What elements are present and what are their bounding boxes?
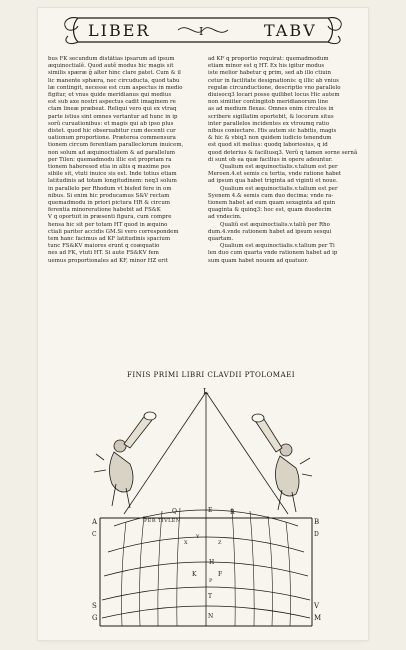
text-line: uationum proportione. Præterea commensura [48, 135, 176, 142]
text-line: est quod sit melius: quodq laboriosius, q id [208, 142, 328, 149]
text-line: sum quam habet nouem ad quatuor. [208, 257, 309, 264]
text-line: lic manente sphæra, nec circuducta, quod tabu [48, 77, 180, 84]
projection-diagram [86, 386, 326, 634]
label-Y: Y [196, 534, 200, 540]
page-leaf [38, 8, 368, 640]
text-line: tem hanc facimus ad KF latitudinis spacium [48, 236, 171, 243]
label-D: D [314, 531, 319, 538]
text-line: ad ipsum qua habet triginta ad viginti et noue. [208, 178, 338, 185]
label-A: A [92, 518, 98, 526]
arc-label: PER TIVLEN [144, 518, 181, 524]
text-line: scribere sigillatim oportebit, & locorum situs [208, 113, 334, 120]
banner-scroll [38, 8, 368, 52]
text-line: similis spæræ ĝ alter hinc clare patet. Cum & il [48, 70, 181, 77]
label-P: P [209, 578, 213, 584]
text-line: distet. quod hic obseruabitur cum decenti cur [48, 128, 176, 135]
text-line: Qualiũ est æquinoctialis.v.taliũ per Rho [220, 221, 330, 228]
text-line: tunc FS&KV maiores erunt q coæquatio [48, 243, 160, 250]
text-line: tionem haberesed etia in aliis q maxime pos [48, 164, 171, 171]
label-H: H [209, 559, 215, 566]
text-line: len duo cum quarta vnde rationem habet ad ip [208, 250, 338, 257]
text-line: ferentia minoreratione habebit ad FS&K [48, 207, 161, 214]
text-line: Meroen.4.et semis cu tertia, vnde ratione habet [208, 171, 342, 178]
text-line: cetur in facilitate designationis: q illic ab vnius [208, 77, 339, 84]
label-G: G [92, 614, 98, 622]
text-line: quartam. [208, 236, 234, 243]
text-line: as ad medium flexas. Omnes enim circulos in [208, 106, 334, 113]
text-columns [48, 56, 360, 402]
text-line: diuisocq3 locari posse quilibet locus Hic autem [208, 92, 340, 99]
text-line: ad vndecim. [208, 214, 242, 221]
text-line: sibile sit, vtuti inuice sis est. Inde totius etiam [48, 171, 177, 178]
text-line: di sunt ob ea quæ facilius in opere adeuntur. [208, 156, 333, 163]
left-column [48, 56, 200, 402]
label-Z: Z [218, 540, 222, 546]
label-V: V [314, 602, 320, 610]
text-line: Qualium est æquinoctialis.v.talium est per [220, 164, 338, 171]
text-line: ad KF q proportio requirat: quemadmodum [208, 56, 329, 62]
text-line: iste melior habetur q prim, sed ab illo ctiuin [208, 70, 332, 77]
header-banner [38, 8, 368, 52]
colophon: FINIS PRIMI LIBRI CLAVDII PTOLOMAEI [126, 370, 295, 379]
text-line: uemus proportionales ad KF, minor HZ erit [48, 257, 168, 264]
text-line: in parallelo per Rhodum vt bisfed fere in om [48, 185, 172, 192]
label-X: X [184, 540, 188, 546]
text-line: nibus coniectare. His autem sic habitis, magis [208, 128, 337, 135]
text-line: ctam lineæ præbeat. Reliqui vero qui ex vtraq [48, 106, 177, 113]
right-column [208, 56, 360, 402]
text-line: latitudinis ad totam longitudinem: neq3 solum [48, 178, 177, 185]
text-line: dum.4.vnde rationem habet ad ipsum sesqui [208, 228, 332, 235]
text-line: non simiiter contingitob meridianorum line [208, 99, 329, 106]
right-trumpeter-figure [252, 414, 312, 512]
label-B: B [314, 518, 320, 526]
text-line: nes ad FK, vtuti HT. Si aute FS&KV fem [48, 250, 159, 257]
text-line: ctiali pariter accidis GM.Si vero correspondem [48, 228, 179, 235]
text-line: tionem habet ad eum quam sexaginta ad quin [208, 200, 336, 207]
text-line: & hic & vbiq3 non quidem iudicio tenendum [208, 135, 332, 142]
text-line: nibus. Si enim hic producamus S&V rectam [48, 192, 170, 199]
text-line: V q oportuit in præsenti figura, cum compre [48, 214, 172, 221]
label-K: K [192, 571, 197, 578]
text-line: per Tilen: quemadmodu illic est propriam ra [48, 156, 172, 163]
label-M: M [314, 614, 322, 622]
banner-left-word: LIBER [88, 21, 151, 40]
text-line: Qualium est æquinoctialis.v.talium est per [220, 185, 338, 192]
text-line: æquinoctialẽ. Quod autẽ modus hic magis sit [48, 63, 174, 70]
label-R: R [230, 509, 235, 516]
text-line: quemadmodu in priori pictura HR & circum [48, 200, 171, 207]
text-line: bus FK secundum distãtias ipsarum ad ipsum [48, 56, 175, 62]
map-projection-woodcut [86, 386, 326, 634]
label-Q: Q [172, 508, 177, 515]
text-line: tionem circum ferentiam paralleclorum inuicem, [48, 142, 184, 149]
label-C: C [92, 531, 97, 538]
text-line: etiam minor est q HT. Ex his igitur modus [208, 63, 325, 70]
text-line: parte istius sint omnes vertantur ad hunc in ip [48, 113, 178, 120]
text-line: inter parallelos incidentes ex vtroumq ratio [208, 120, 330, 127]
label-N: N [208, 613, 214, 620]
text-line: quaginta & quinq3: hoc est, quam duodecim [208, 207, 332, 214]
text-line: læ contingit, necesse est cum aspectus in medio [48, 84, 183, 91]
label-T: T [208, 593, 213, 600]
text-line: figitur, et vnus quide meridianus qui medius [48, 92, 172, 99]
text-line: Syenem 4.& semis cum duo decima: vnde ra- [208, 192, 334, 199]
text-line: sorũ curuationibus: et magis qui ab ipso plus [48, 120, 174, 127]
banner-right-word: TABV [264, 21, 317, 40]
label-L: L [203, 387, 209, 396]
left-trumpeter-figure [94, 412, 156, 508]
label-E: E [208, 507, 213, 514]
text-line: hensa hic sit per totam HT quod in æquino [48, 221, 168, 228]
banner-numeral: I [199, 25, 204, 38]
text-line: non solum ad æquinoctialem & ad parallelum [48, 149, 175, 156]
label-F: F [218, 571, 223, 578]
text-line: regulæ circunductione, descriptio vno parallelo [208, 84, 341, 91]
text-line: Qualium est æquinoctialis.v.talium per Ti [220, 243, 335, 250]
text-line: quod deterius & faciliusq3. Verũ q tamen sorne sernã [208, 149, 358, 156]
text-line: est sub axe nostri aspectus cadit imaginem re [48, 99, 176, 106]
label-S: S [92, 602, 97, 610]
